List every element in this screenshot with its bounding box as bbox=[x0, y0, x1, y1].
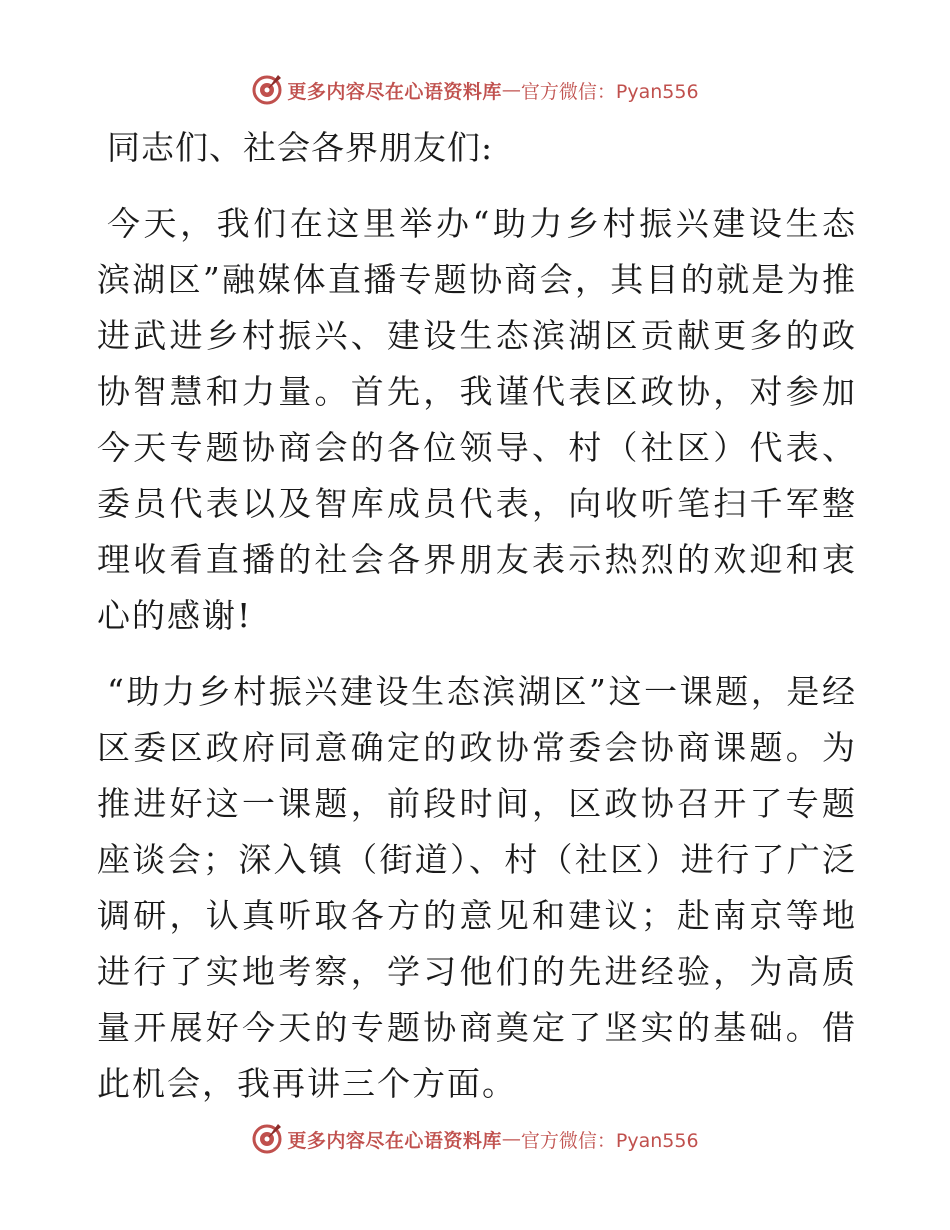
footer-banner bbox=[0, 1119, 950, 1159]
header-banner bbox=[0, 70, 950, 110]
banner-separator: — bbox=[501, 79, 521, 101]
banner-wechat-text: 官方微信：Pyan556 bbox=[520, 80, 699, 103]
paragraph-2 bbox=[97, 664, 857, 1112]
footer-brand-text: 更多内容尽在心语资料库 bbox=[287, 1129, 502, 1152]
footer-wechat-text: 官方微信：Pyan556 bbox=[520, 1129, 699, 1152]
paragraph-1-text: 今天，我们在这里举办“助力乡村振兴建设生态滨湖区”融媒体直播专题协商会，其目的就是为推进武进乡村振兴、建设生态滨湖区贡献更多的政协智慧和力量。首先，我谨代表区政协，对参加今天专题协商会的各位领导、村（社区）代表、委员代表以及智库成员代表，向收听笔扫千军整理收看直播的社会各界朋友表示热烈的欢迎和衷心的感谢! bbox=[97, 204, 857, 635]
document-body bbox=[97, 120, 857, 1132]
greeting-line: 同志们、社会各界朋友们: bbox=[107, 128, 494, 167]
paragraph-1 bbox=[97, 196, 857, 644]
banner-brand-text: 更多内容尽在心语资料库 bbox=[287, 80, 502, 103]
pen-logo-icon bbox=[251, 1123, 283, 1155]
paragraph-2-text: “助力乡村振兴建设生态滨湖区”这一课题，是经区委区政府同意确定的政协常委会协商课题。为推进好这一课题，前段时间，区政协召开了专题座谈会；深入镇（街道）、村（社区）进行了广泛调研，认真听取各方的意见和建议；赴南京等地进行了实地考察，学习他们的先进经验，为高质量开展好今天的专题协商奠定了坚实的基础。借此机会，我再讲三个方面。 bbox=[97, 672, 857, 1103]
footer-separator: — bbox=[501, 1128, 521, 1150]
pen-logo-icon bbox=[251, 74, 283, 106]
